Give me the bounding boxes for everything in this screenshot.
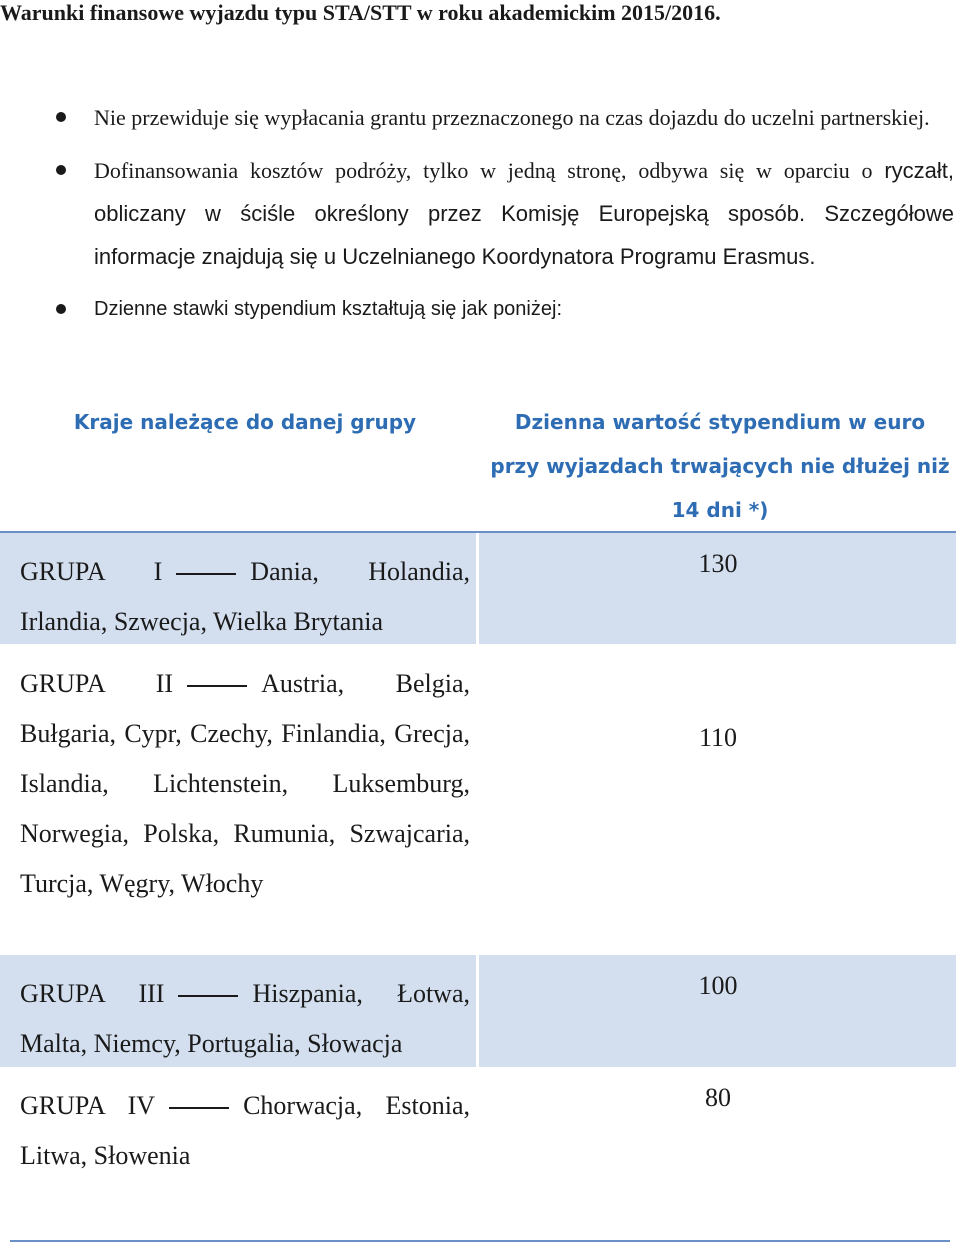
conditions-list: [0, 96, 960, 341]
table-row: [0, 1067, 956, 1179]
group-countries: Austria, Belgia, Bułgaria, Cypr, Czechy, Finlandia, Grecja, Islandia, Lichtenstein, Luksemburg, Norwegia, Polska, Rumunia, Szwajcaria, Turcja, Węgry, Włochy: [20, 669, 470, 898]
rate-value: 80: [705, 1083, 731, 1112]
group-countries: Hiszpania, Łotwa, Malta, Niemcy, Portugalia, Słowacja: [20, 979, 470, 1058]
group-label: GRUPA IV: [20, 1091, 156, 1120]
bullet-icon: [56, 165, 66, 175]
dash-icon: [178, 995, 238, 997]
table-header-rate: Dzienna wartość stypendium w euro przy wyjazdach trwających nie dłużej niż 14 dni *): [490, 410, 950, 522]
dash-icon: [169, 1107, 229, 1109]
bullet-text: Nie przewiduje się wypłacania grantu przeznaczonego na czas dojazdu do uczelni partnerskiej.: [94, 105, 930, 130]
list-item: [0, 288, 960, 331]
group-cell: [20, 1081, 470, 1181]
rate-value: 100: [698, 971, 738, 1000]
list-item: [0, 96, 960, 139]
table-row: [0, 645, 956, 955]
group-cell: [20, 547, 470, 647]
table-row: [0, 533, 956, 645]
group-cell: [20, 969, 470, 1069]
bullet-text: Dofinansowania kosztów podróży, tylko w jedną stronę, odbywa się w oparciu o: [94, 158, 873, 183]
bullet-icon: [56, 304, 66, 314]
group-cell: [20, 659, 470, 909]
document-title: Warunki finansowe wyjazdu typu STA/STT w roku akademickim 2015/2016.: [0, 0, 721, 25]
footer-divider: [10, 1240, 950, 1242]
bullet-text-continued: ryczałt, obliczany w ściśle określony przez Komisję Europejską sposób. Szczegółowe informacje znajdują się u Uczelnianego Koordynatora Programu Erasmus.: [94, 158, 955, 269]
group-countries: Chorwacja, Estonia, Litwa, Słowenia: [20, 1091, 471, 1170]
bullet-icon: [56, 112, 66, 122]
column-divider: [476, 533, 479, 645]
dash-icon: [176, 573, 236, 575]
rate-value: 130: [698, 549, 738, 578]
group-countries: Dania, Holandia, Irlandia, Szwecja, Wielka Brytania: [20, 557, 471, 636]
group-label: GRUPA III: [20, 979, 165, 1008]
table-header-countries: Kraje należące do danej grupy: [73, 410, 417, 434]
bullet-text: Dzienne stawki stypendium kształtują się jak poniżej:: [94, 298, 562, 320]
table-row: [0, 955, 956, 1067]
group-label: GRUPA I: [20, 557, 163, 586]
column-divider: [476, 955, 479, 1067]
group-label: GRUPA II: [20, 669, 174, 698]
list-item: [0, 149, 960, 278]
dash-icon: [187, 685, 247, 687]
rate-value: 110: [698, 723, 738, 752]
